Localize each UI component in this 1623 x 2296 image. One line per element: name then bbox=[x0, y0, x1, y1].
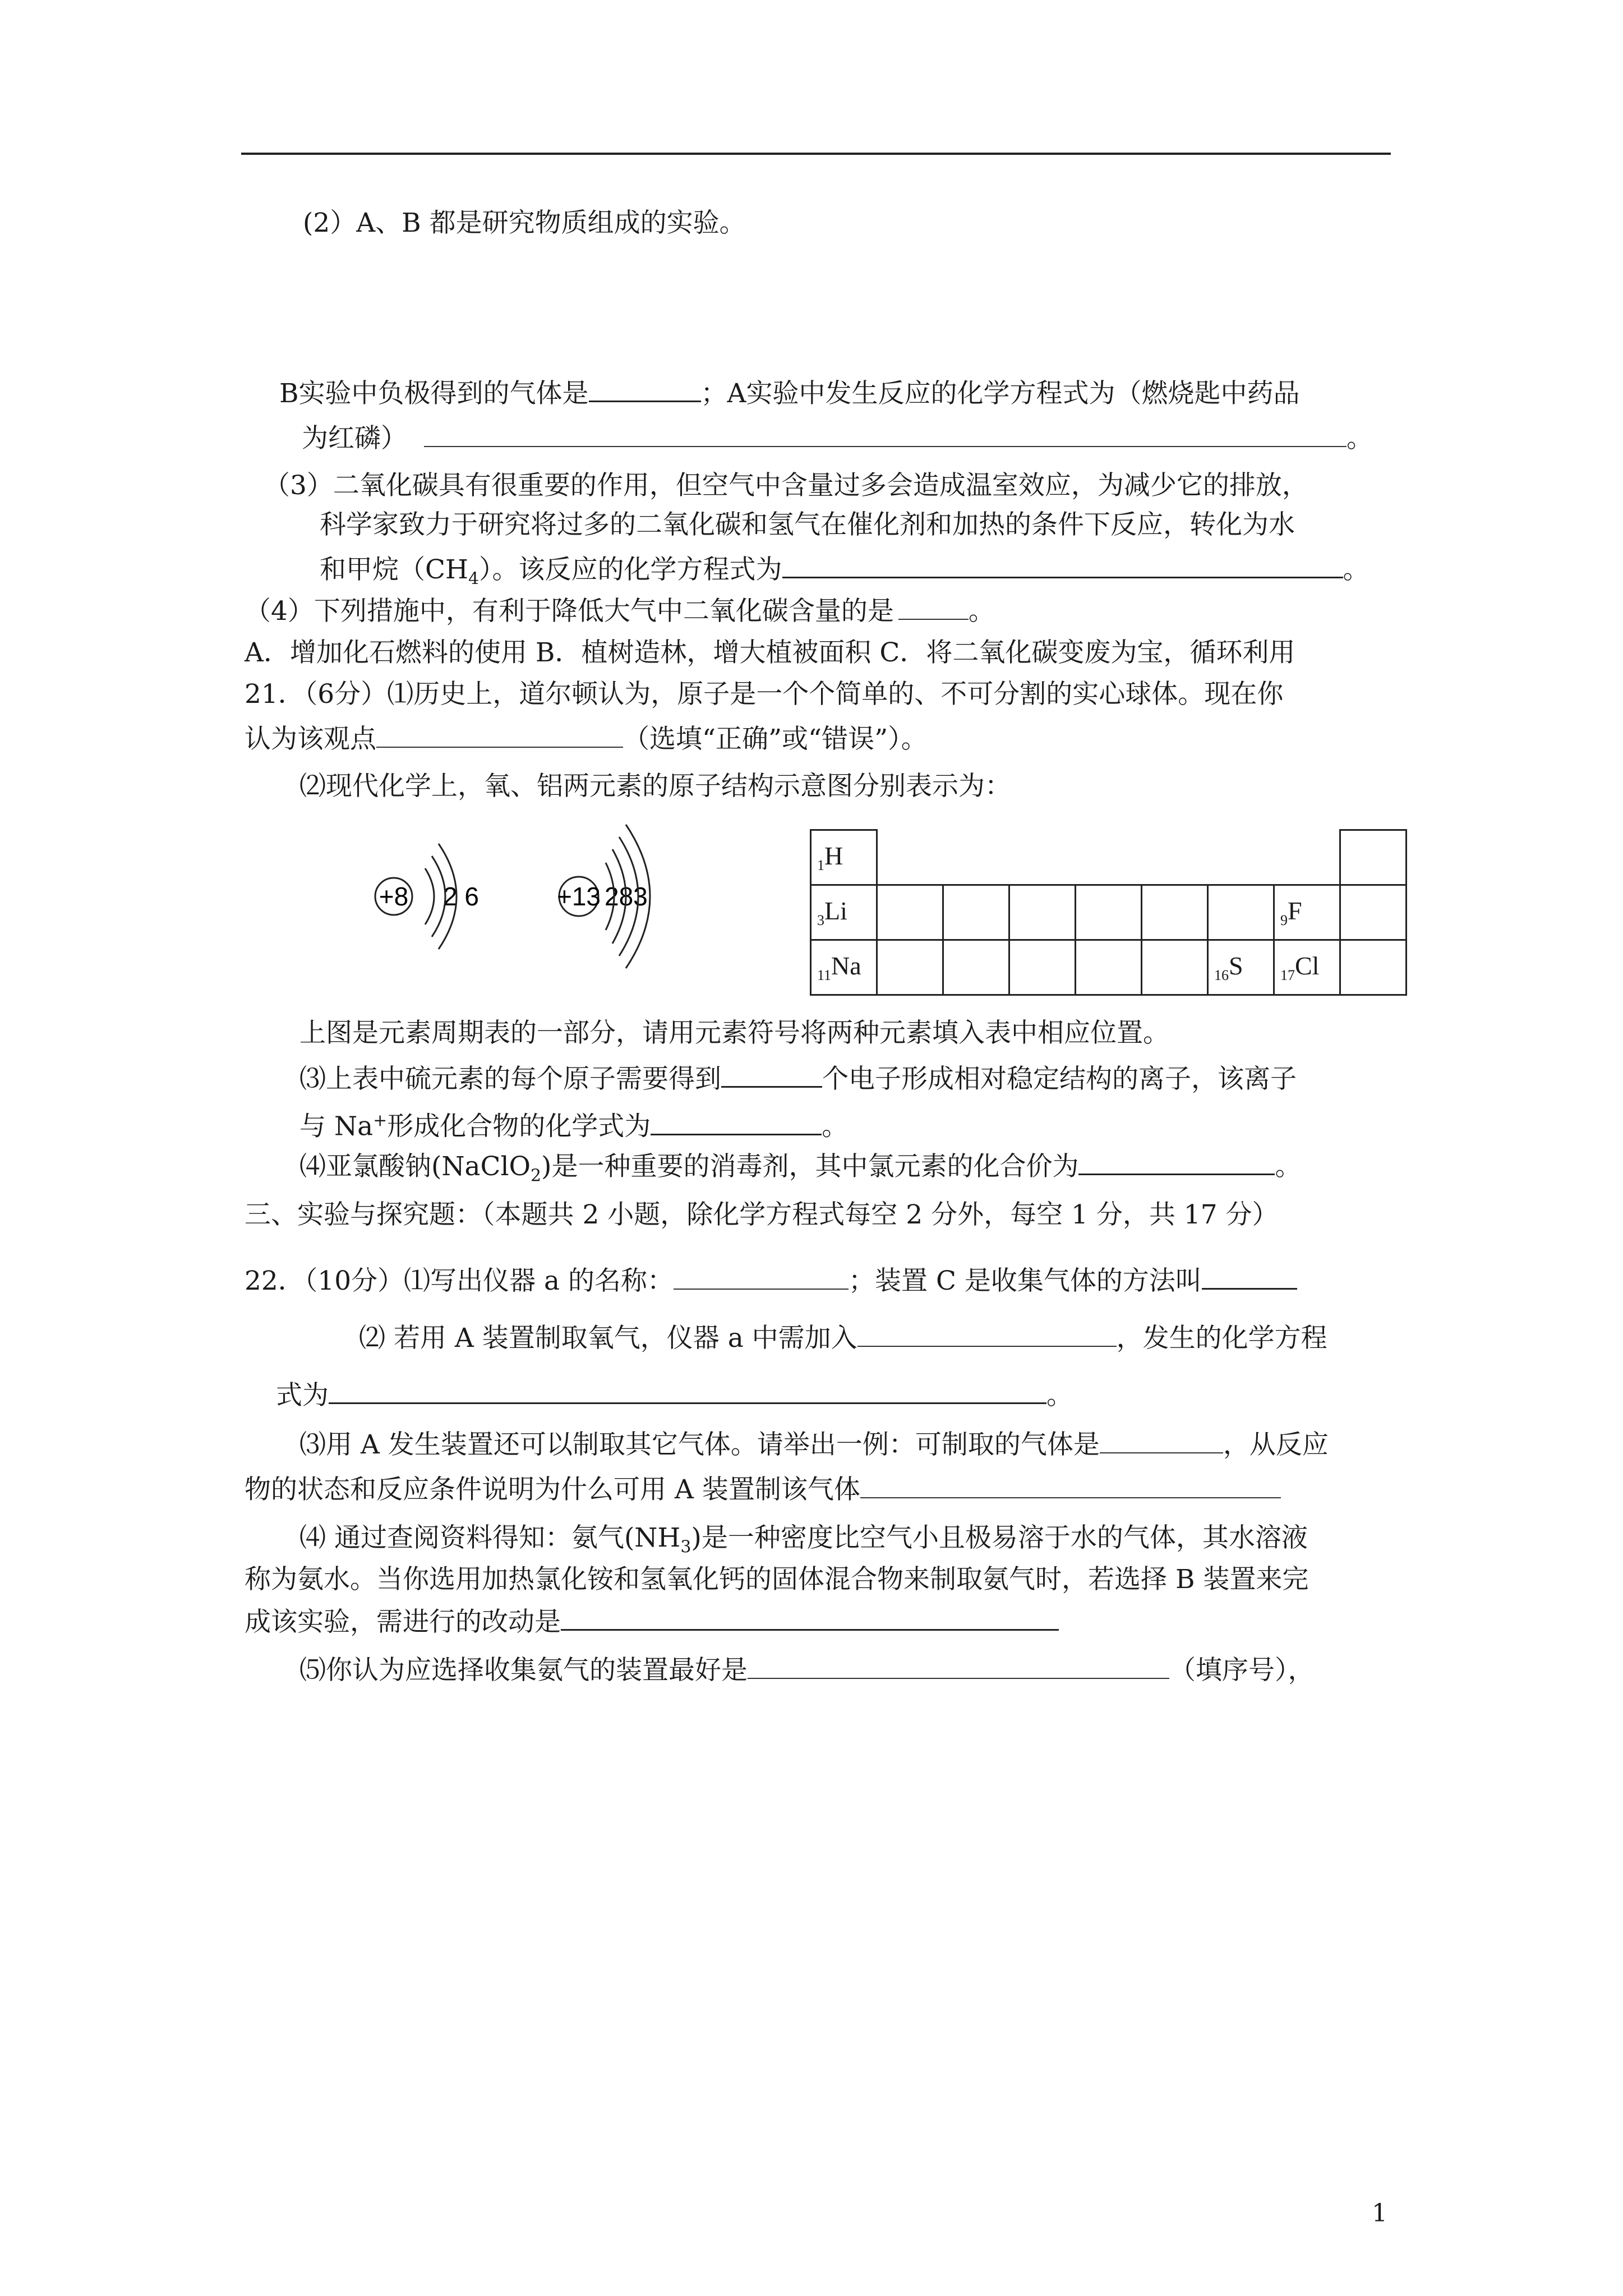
pt-cell-f: $_9$F bbox=[1274, 885, 1340, 940]
pt-cell-blank[interactable] bbox=[943, 885, 1009, 940]
q20-3-line1: （3）二氧化碳具有很重要的作用，但空气中含量过多会造成温室效应，为减少它的排放， bbox=[264, 470, 1308, 501]
pt-cell-s: $_{16}$S bbox=[1208, 940, 1274, 995]
answer-blank-co2-measure[interactable] bbox=[898, 595, 969, 620]
pt-cell-blank[interactable] bbox=[1340, 940, 1407, 995]
oxygen-atom-diagram bbox=[375, 844, 479, 949]
answer-blank-ammonia-collection[interactable] bbox=[748, 1654, 1169, 1679]
answer-blank-co2-equation[interactable] bbox=[782, 553, 1343, 578]
pt-cell-li: $_3$Li bbox=[811, 885, 877, 940]
q22-line1: 22．（10分）⑴写出仪器 a 的名称： ；装置 C 是收集气体的方法叫 bbox=[245, 1264, 1297, 1298]
q20-3-line2: 科学家致力于研究将过多的二氧化碳和氢气在催化剂和加热的条件下反应，转化为水 bbox=[320, 509, 1295, 540]
periodic-table-fragment bbox=[810, 829, 1407, 996]
pt-cell-blank[interactable] bbox=[1142, 885, 1208, 940]
answer-blank-electrons[interactable] bbox=[721, 1062, 822, 1088]
q22-line3: 式为 。 bbox=[276, 1380, 1073, 1411]
pt-cell-blank[interactable] bbox=[1142, 940, 1208, 995]
q21-line3: ⑵现代化学上，氧、铝两元素的原子结构示意图分别表示为： bbox=[299, 771, 1011, 802]
aluminium-nucleus-charge: +13 bbox=[556, 882, 601, 911]
answer-blank-other-gas[interactable] bbox=[1100, 1429, 1223, 1453]
pt-cell-blank[interactable] bbox=[1076, 940, 1142, 995]
answer-blank-equation-a[interactable] bbox=[424, 422, 1347, 447]
q22-line9: ⑸你认为应选择收集氨气的装置最好是 （填序号）， bbox=[299, 1655, 1315, 1686]
q22-line4: ⑶用 A 发生装置还可以制取其它气体。请举出一例：可制取的气体是 ，从反应 bbox=[299, 1429, 1329, 1460]
q20-2-line2: 为红磷） 。 bbox=[302, 423, 1373, 454]
q22-line8: 成该实验，需进行的改动是 bbox=[245, 1605, 1059, 1639]
answer-blank-oxygen-equation[interactable] bbox=[329, 1379, 1046, 1404]
q22-line2: ⑵ 若用 A 装置制取氧气，仪器 a 中需加入 ，发生的化学方程 bbox=[359, 1323, 1327, 1354]
pt-cell-blank[interactable] bbox=[877, 885, 943, 940]
pt-cell-blank[interactable] bbox=[1076, 885, 1142, 940]
q21-line4: 上图是元素周期表的一部分，请用元素符号将两种元素填入表中相应位置。 bbox=[299, 1018, 1169, 1048]
q20-3-line3: 和甲烷$(CH_4)$。该反应的化学方程式为 。 bbox=[320, 554, 1370, 589]
oxygen-nucleus-charge: +8 bbox=[379, 882, 409, 911]
q22-line6: ⑷ 通过查阅资料得知：氨气$(NH_3)$是一种密度比空气小且极易溶于水的气体，其水溶液 bbox=[299, 1522, 1308, 1557]
aluminium-atom-diagram bbox=[557, 825, 650, 968]
pt-cell-blank[interactable] bbox=[877, 940, 943, 995]
pt-cell-h: $_1$H bbox=[811, 830, 877, 885]
page-number: 1 bbox=[1372, 2199, 1387, 2228]
answer-blank-na2s-formula[interactable] bbox=[651, 1110, 822, 1135]
q20-2-line1: B实验中负极得到的气体是 ；A实验中发生反应的化学方程式为（燃烧匙中药品 bbox=[279, 378, 1300, 409]
q21-line6: 与 Na+形成化合物的化学式为 。 bbox=[299, 1111, 849, 1142]
q22-line5: 物的状态和反应条件说明为什么可用 A 装置制该气体 bbox=[245, 1473, 1281, 1507]
q22-line7: 称为氨水。当你选用加热氯化铵和氢氧化钙的固体混合物来制取氨气时，若选择 B 装置来完 bbox=[245, 1564, 1309, 1595]
answer-blank-cathode-gas[interactable] bbox=[589, 377, 701, 402]
aluminium-shell-electrons: 283 bbox=[605, 882, 648, 911]
pt-cell-na: $_{11}$Na bbox=[811, 940, 877, 995]
pt-cell-blank[interactable] bbox=[943, 940, 1009, 995]
pt-cell-blank[interactable] bbox=[1340, 885, 1407, 940]
q21-line7: ⑷亚氯酸钠(NaClO$_2$)是一种重要的消毒剂，其中氯元素的化合价为 。 bbox=[299, 1151, 1302, 1186]
q20-2-title: (2）A、B 都是研究物质组成的实验。 bbox=[303, 208, 746, 238]
q21-line5: ⑶上表中硫元素的每个原子需要得到 个电子形成相对稳定结构的离子，该离子 bbox=[299, 1064, 1297, 1094]
pt-cell-cl: $_{17}$Cl bbox=[1274, 940, 1340, 995]
q21-line2: 认为该观点 （选填“正确”或“错误”）。 bbox=[245, 724, 928, 754]
header-rule bbox=[241, 153, 1391, 155]
atomic-structure-diagrams bbox=[359, 808, 707, 982]
pt-cell-blank[interactable] bbox=[1009, 885, 1076, 940]
answer-blank-reason[interactable] bbox=[860, 1474, 1281, 1498]
answer-blank-instrument-a[interactable] bbox=[674, 1265, 849, 1290]
answer-blank-valence[interactable] bbox=[1078, 1150, 1275, 1175]
answer-blank-reagent[interactable] bbox=[857, 1322, 1117, 1347]
answer-blank-modification[interactable] bbox=[561, 1605, 1059, 1631]
pt-cell-blank[interactable] bbox=[1340, 830, 1407, 885]
section-3-heading: 三、实验与探究题：（本题共 2 小题，除化学方程式每空 2 分外，每空 1 分，共 17 分） bbox=[245, 1199, 1279, 1230]
pt-cell-blank[interactable] bbox=[1009, 940, 1076, 995]
answer-blank-collection-method[interactable] bbox=[1202, 1264, 1297, 1290]
oxygen-shell-electrons: 2 6 bbox=[443, 882, 479, 911]
q21-line1: 21．（6分）⑴历史上，道尔顿认为，原子是一个个简单的、不可分割的实心球体。现在你 bbox=[245, 679, 1284, 710]
answer-blank-dalton-view[interactable] bbox=[376, 723, 623, 748]
q20-4-options: A．增加化石燃料的使用 B．植树造林，增大植被面积 C．将二氧化碳变废为宝，循环利用 bbox=[245, 637, 1295, 668]
q20-4-line1: （4）下列措施中，有利于降低大气中二氧化碳含量的是 。 bbox=[245, 596, 995, 627]
pt-cell-blank[interactable] bbox=[1208, 885, 1274, 940]
